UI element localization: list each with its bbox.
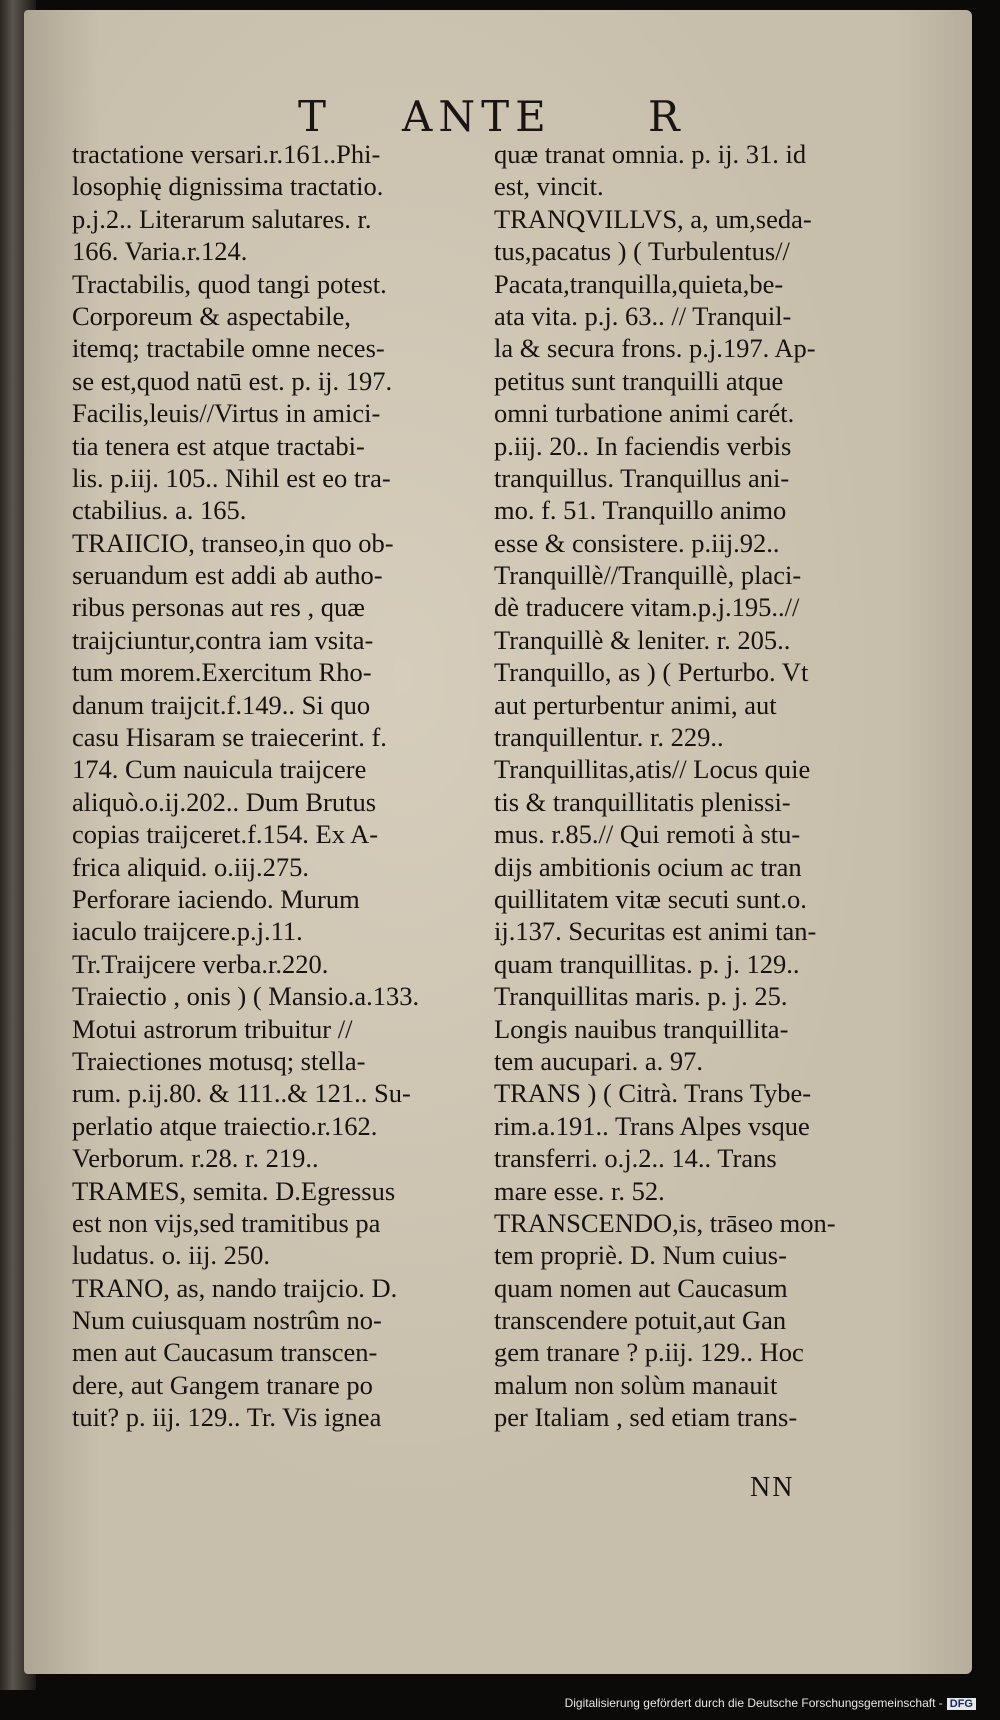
text-line: la & secura frons. p.j.197. Ap-: [494, 333, 816, 364]
text-line: p.iij. 20.. In faciendis verbis: [494, 430, 792, 461]
text-line: tem aucupari. a. 97.: [494, 1045, 703, 1076]
text-line: tranquillentur. r. 229..: [494, 722, 724, 753]
book-page: [24, 10, 972, 1674]
running-head-middle: ANTE: [402, 92, 552, 141]
text-line: Tranquillo, as ) ( Perturbo. Vt: [494, 657, 809, 688]
text-line: Perforare iaciendo. Murum: [72, 883, 360, 914]
text-line: per Italiam , sed etiam trans-: [494, 1402, 798, 1433]
text-line: dijs ambitionis ocium ac tran: [494, 851, 802, 882]
text-line: tia tenera est atque tractabi-: [72, 430, 365, 461]
text-line: tranquillus. Tranquillus ani-: [494, 462, 790, 493]
text-line: est, vincit.: [494, 171, 604, 202]
text-line: Longis nauibus tranquillita-: [494, 1013, 789, 1044]
text-line: iaculo traijcere.p.j.11.: [72, 916, 303, 947]
text-line: tum morem.Exercitum Rho-: [72, 657, 372, 688]
text-line: TRANS ) ( Citrà. Trans Tybe-: [494, 1078, 812, 1109]
text-line: p.j.2.. Literarum salutares. r.: [72, 203, 372, 234]
left-text-column: [72, 138, 482, 1434]
text-line: rim.a.191.. Trans Alpes vsque: [494, 1110, 810, 1141]
text-line: 174. Cum nauicula traijcere: [72, 754, 367, 785]
text-line: traijciuntur,contra iam vsita-: [72, 624, 374, 655]
text-line: men aut Caucasum transcen-: [72, 1337, 378, 1368]
text-line: quam tranquillitas. p. j. 129..: [494, 948, 800, 979]
text-line: tem propriè. D. Num cuius-: [494, 1240, 787, 1271]
text-line: tuit? p. iij. 129.. Tr. Vis ignea: [72, 1402, 382, 1433]
text-line: quam nomen aut Caucasum: [494, 1272, 788, 1303]
text-line: copias traijceret.f.154. Ex A-: [72, 819, 379, 850]
text-line: Motui astrorum tribuitur //: [72, 1013, 353, 1044]
text-line: losophię dignissima tractatio.: [72, 171, 384, 202]
text-line: tis & tranquillitatis plenissi-: [494, 786, 791, 817]
text-line: Tractabilis, quod tangi potest.: [72, 268, 387, 299]
catchword: NN: [750, 1472, 795, 1503]
text-line: Verborum. r.28. r. 219..: [72, 1143, 319, 1174]
text-line: frica aliquid. o.iij.275.: [72, 851, 309, 882]
text-line: Traiectio , onis ) ( Mansio.a.133.: [72, 981, 420, 1012]
text-line: TRAIICIO, transeo,in quo ob-: [72, 527, 394, 558]
text-line: TRANQVILLVS, a, um,seda-: [494, 203, 812, 234]
text-line: Tr.Traijcere verba.r.220.: [72, 948, 329, 979]
text-line: omni turbatione animi carét.: [494, 398, 795, 429]
text-line: ctabilius. a. 165.: [72, 495, 247, 526]
text-line: danum traijcit.f.149.. Si quo: [72, 689, 371, 720]
text-line: rum. p.ij.80. & 111..& 121.. Su-: [72, 1078, 411, 1109]
text-line: Traiectiones motusq; stella-: [72, 1045, 366, 1076]
text-line: Corporeum & aspectabile,: [72, 300, 351, 331]
footer-bar: [0, 1690, 1000, 1720]
text-line: ludatus. o. iij. 250.: [72, 1240, 271, 1271]
text-line: petitus sunt tranquilli atque: [494, 365, 784, 396]
text-line: mus. r.85.// Qui remoti à stu-: [494, 819, 801, 850]
text-line: se est,quod natū est. p. ij. 197.: [72, 365, 393, 396]
text-line: est non vijs,sed tramitibus pa: [72, 1207, 381, 1238]
text-line: seruandum est addi ab autho-: [72, 560, 383, 591]
text-line: tractatione versari.r.161..Phi-: [72, 139, 381, 169]
text-line: Tranquillè//Tranquillè, placi-: [494, 560, 802, 591]
running-head-left: T: [298, 92, 333, 141]
text-line: lis. p.iij. 105.. Nihil est eo tra-: [72, 462, 391, 493]
text-line: mo. f. 51. Tranquillo animo: [494, 495, 787, 526]
text-line: Num cuiusquam nostrûm no-: [72, 1305, 382, 1336]
text-line: esse & consistere. p.iij.92..: [494, 527, 780, 558]
footer-credit-text: Digitalisierung gefördert durch die Deutsche Forschungsgemeinschaft -: [564, 1696, 943, 1710]
text-line: ata vita. p.j. 63.. // Tranquil-: [494, 300, 792, 331]
dfg-logo: DFG: [947, 1698, 976, 1710]
text-line: dè traducere vitam.p.j.195..//: [494, 592, 800, 623]
running-head-right: R: [648, 92, 686, 141]
text-line: Tranquillitas,atis// Locus quie: [494, 754, 811, 785]
text-line: Tranquillitas maris. p. j. 25.: [494, 981, 788, 1012]
text-line: Facilis,leuis//Virtus in amici-: [72, 398, 381, 429]
text-line: dere, aut Gangem tranare po: [72, 1369, 373, 1400]
text-line: casu Hisaram se traiecerint. f.: [72, 722, 387, 753]
text-line: malum non solùm manauit: [494, 1369, 778, 1400]
text-line: tus,pacatus ) ( Turbulentus//: [494, 236, 790, 267]
text-line: quillitatem vitæ secuti sunt.o.: [494, 883, 807, 914]
text-line: aut perturbentur animi, aut: [494, 689, 777, 720]
text-line: Pacata,tranquilla,quieta,be-: [494, 268, 784, 299]
text-line: ij.137. Securitas est animi tan-: [494, 916, 817, 947]
text-line: TRANSCENDO,is, trāseo mon-: [494, 1207, 836, 1238]
text-line: ribus personas aut res , quæ: [72, 592, 365, 623]
text-line: itemq; tractabile omne neces-: [72, 333, 385, 364]
text-line: 166. Varia.r.124.: [72, 236, 248, 267]
text-line: Tranquillè & leniter. r. 205..: [494, 624, 791, 655]
text-line: TRANO, as, nando traijcio. D.: [72, 1272, 398, 1303]
footer-credit: [565, 1696, 976, 1710]
text-line: gem tranare ? p.iij. 129.. Hoc: [494, 1337, 804, 1368]
text-line: aliquò.o.ij.202.. Dum Brutus: [72, 786, 377, 817]
running-head: [284, 92, 724, 142]
text-line: transcendere potuit,aut Gan: [494, 1305, 787, 1336]
right-text-column: [494, 138, 904, 1434]
text-line: quæ tranat omnia. p. ij. 31. id: [494, 139, 807, 169]
text-line: mare esse. r. 52.: [494, 1175, 665, 1206]
text-line: transferri. o.j.2.. 14.. Trans: [494, 1143, 777, 1174]
text-line: perlatio atque traiectio.r.162.: [72, 1110, 378, 1141]
text-line: TRAMES, semita. D.Egressus: [72, 1175, 396, 1206]
